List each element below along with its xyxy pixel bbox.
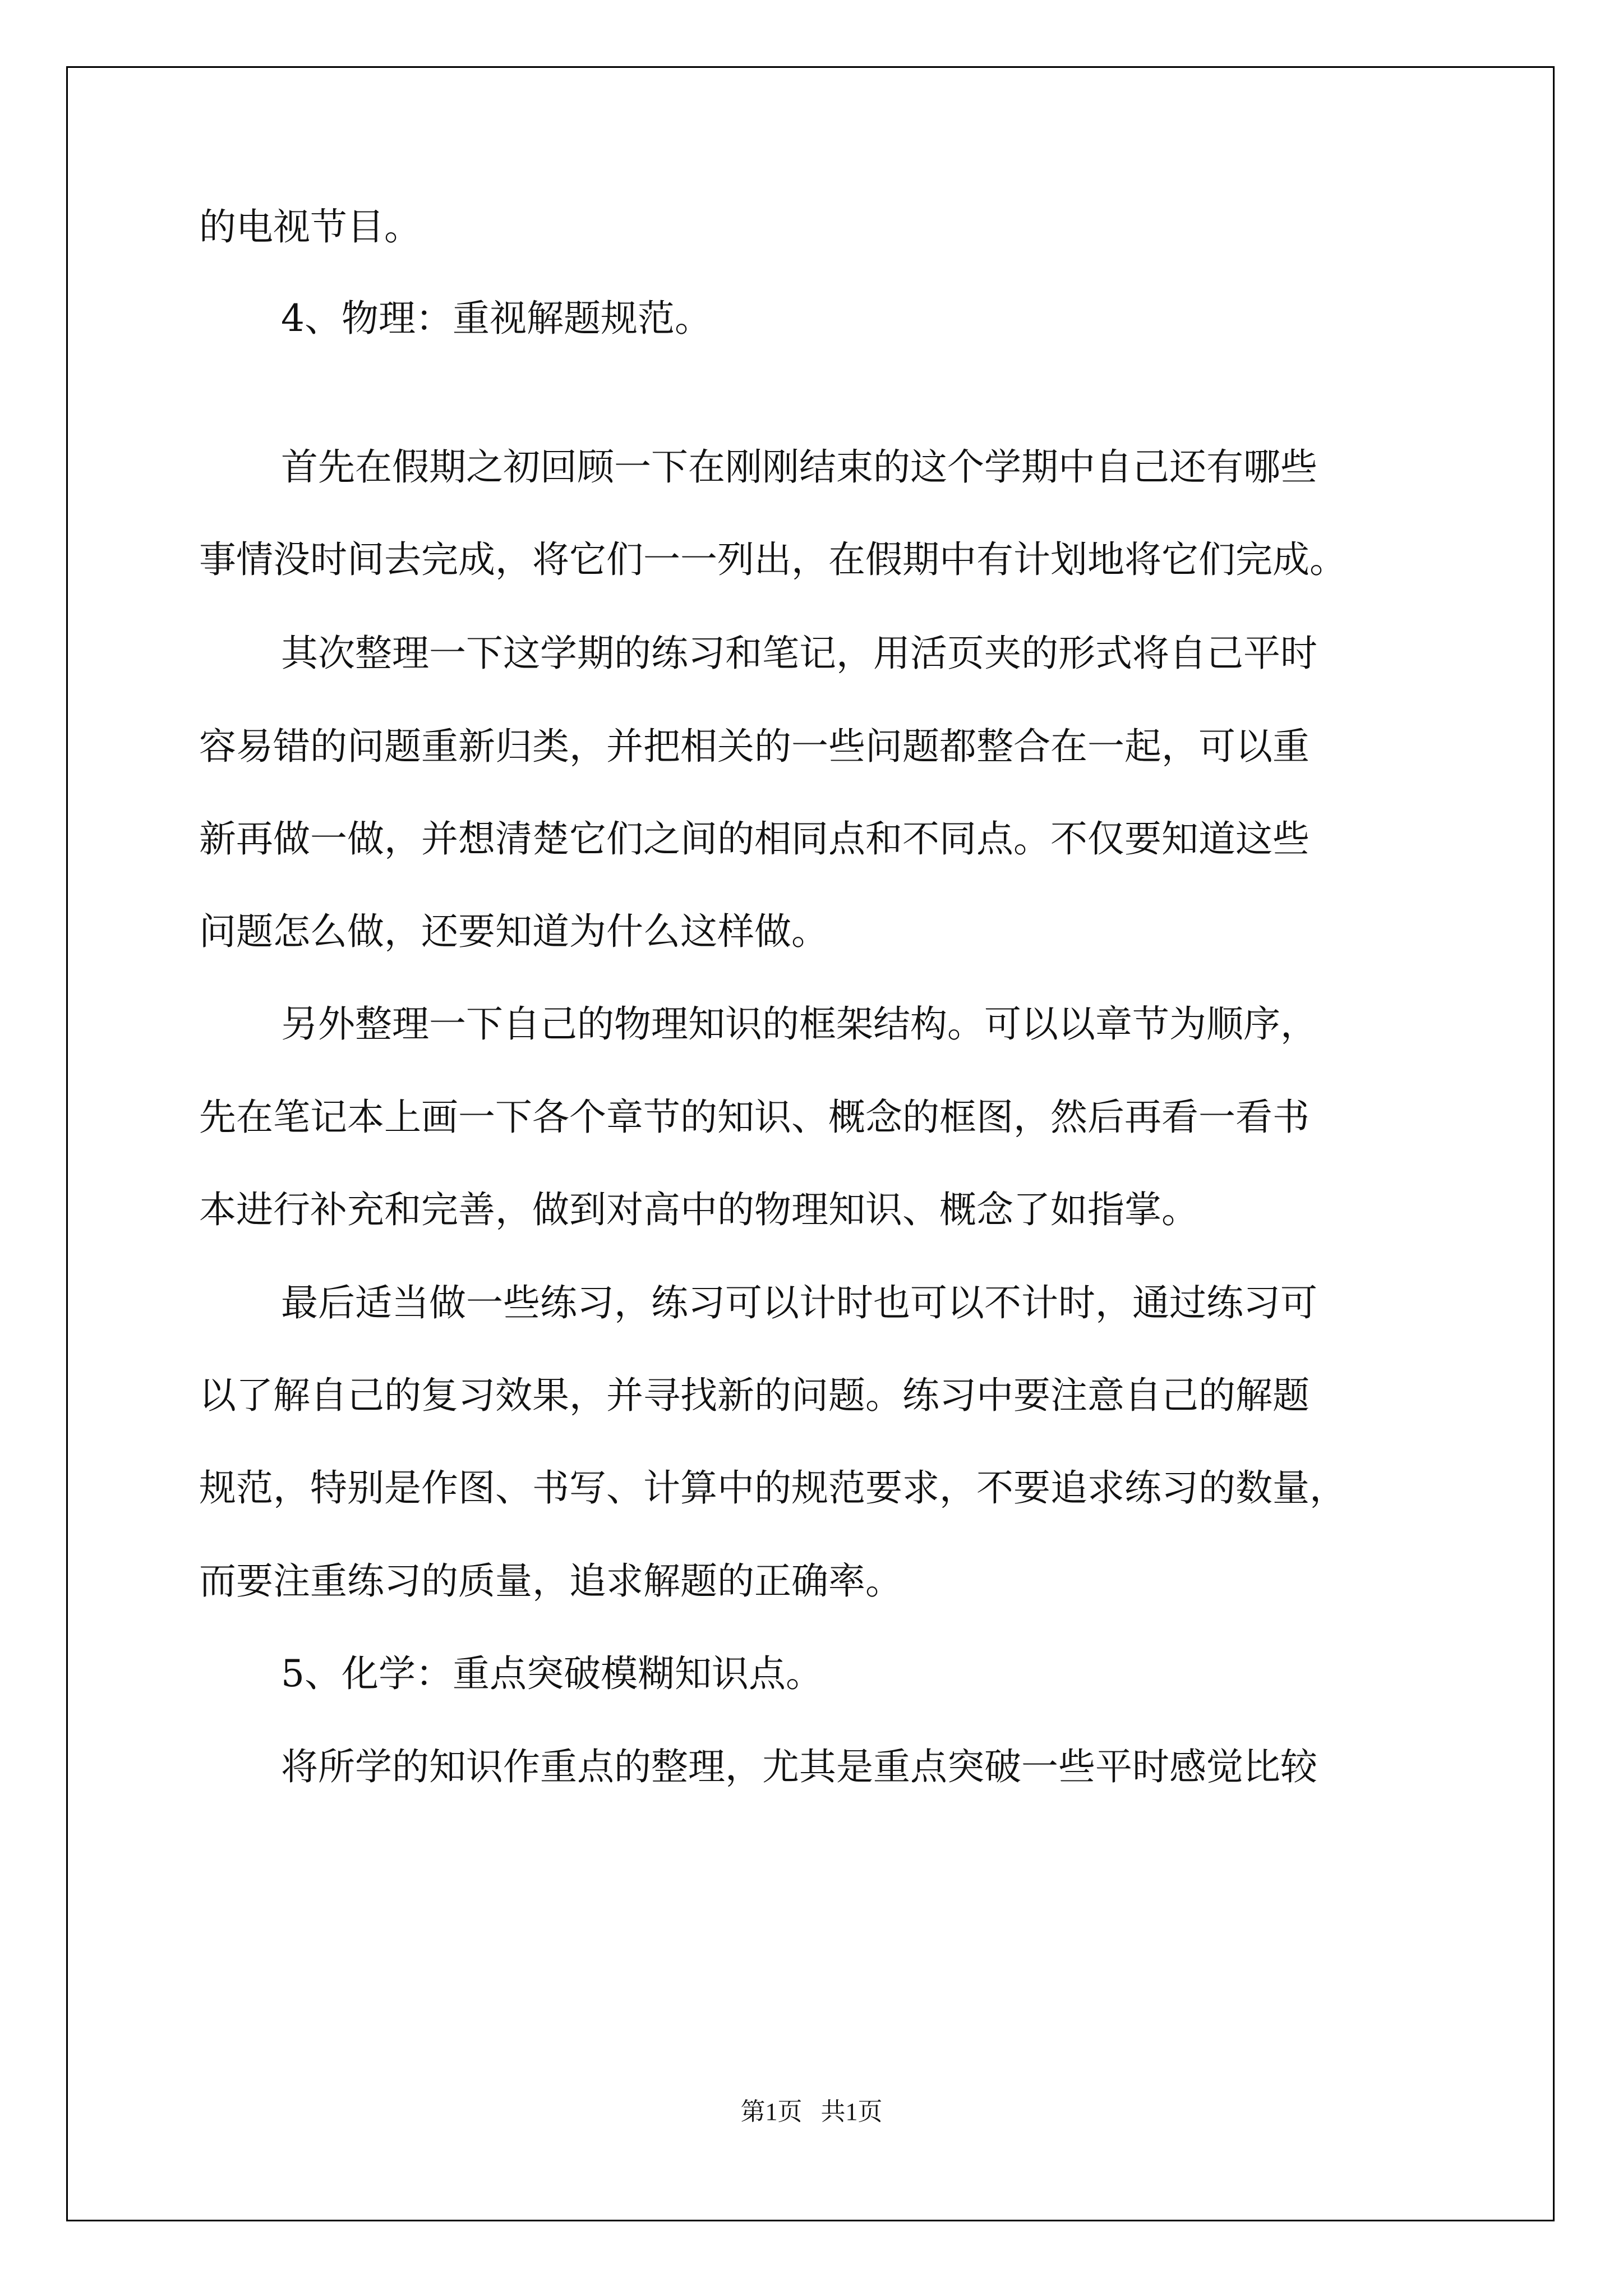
text-line: 本进行补充和完善，做到对高中的物理知识、概念了如指掌。 bbox=[199, 1188, 1198, 1231]
page-footer: 第1页 共1页 bbox=[740, 2098, 883, 2125]
text-line: 问题怎么做，还要知道为什么这样做。 bbox=[199, 910, 828, 953]
page-border bbox=[66, 66, 1555, 2221]
text-line: 最后适当做一些练习，练习可以计时也可以不计时，通过练习可 bbox=[281, 1281, 1317, 1324]
text-line: 另外整理一下自己的物理知识的框架结构。可以以章节为顺序， bbox=[281, 1002, 1317, 1046]
text-line: 其次整理一下这学期的练习和笔记，用活页夹的形式将自己平时 bbox=[281, 632, 1317, 675]
text-line: 以了解自己的复习效果，并寻找新的问题。练习中要注意自己的解题 bbox=[199, 1374, 1310, 1417]
text-line: 将所学的知识作重点的整理，尤其是重点突破一些平时感觉比较 bbox=[281, 1745, 1317, 1788]
text-line: 的电视节目。 bbox=[199, 205, 421, 249]
text-line: 容易错的问题重新归类，并把相关的一些问题都整合在一起，可以重 bbox=[199, 725, 1310, 768]
text-line: 首先在假期之初回顾一下在刚刚结束的这个学期中自己还有哪些 bbox=[281, 445, 1317, 489]
text-line: 规范，特别是作图、书写、计算中的规范要求，不要追求练习的数量， bbox=[199, 1466, 1347, 1510]
text-line: 新再做一做，并想清楚它们之间的相同点和不同点。不仅要知道这些 bbox=[199, 817, 1310, 861]
text-line: 事情没时间去完成，将它们一一列出，在假期中有计划地将它们完成。 bbox=[199, 538, 1347, 581]
text-line: 先在笔记本上画一下各个章节的知识、概念的框图，然后再看一看书 bbox=[199, 1096, 1310, 1139]
section-heading-physics: 4、物理：重视解题规范。 bbox=[281, 297, 712, 340]
section-heading-chemistry: 5、化学：重点突破模糊知识点。 bbox=[281, 1652, 823, 1695]
text-line: 而要注重练习的质量，追求解题的正确率。 bbox=[199, 1559, 902, 1603]
